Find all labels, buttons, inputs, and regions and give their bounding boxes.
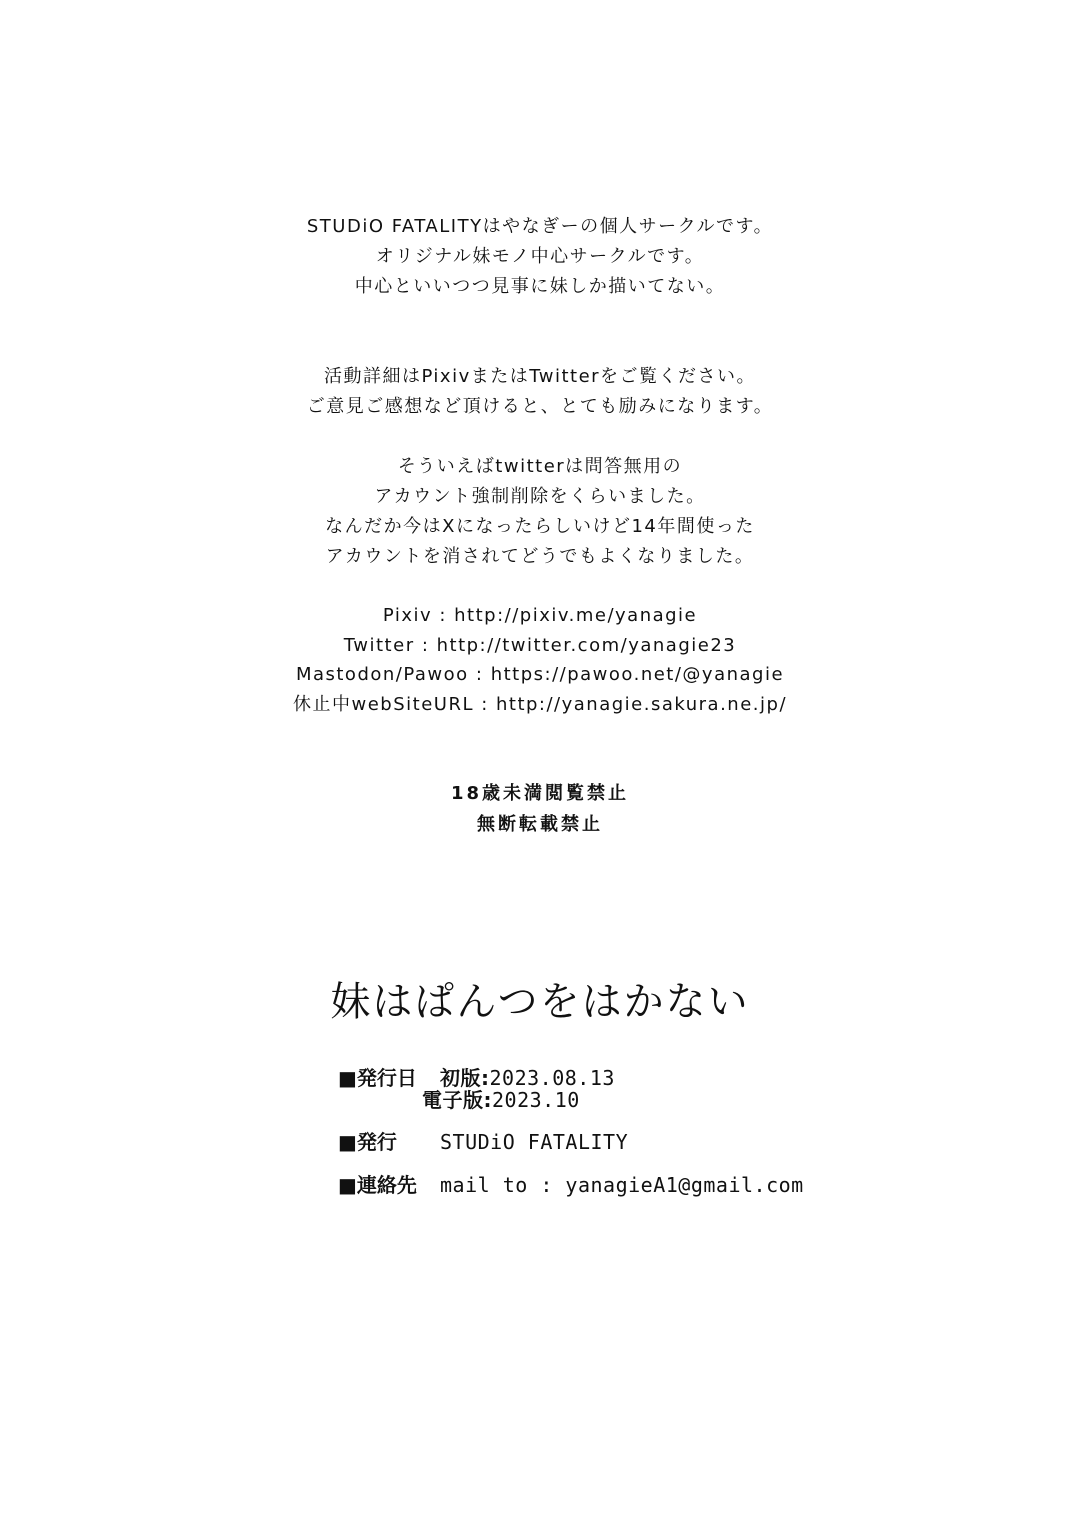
reprint-restriction: 無断転載禁止 xyxy=(477,814,603,835)
twitter-note-line: アカウント強制削除をくらいました。 xyxy=(374,486,706,507)
first-edition-label: 初版: xyxy=(440,1066,490,1090)
intro-line: オリジナル妹モノ中心サークルです。 xyxy=(375,246,705,267)
first-edition-date: 2023.08.13 xyxy=(489,1066,615,1090)
age-restriction: 18歳未満閲覧禁止 xyxy=(450,783,630,804)
activity-line: 活動詳細はPixivまたはTwitterをご覧ください。 xyxy=(323,366,757,387)
links-list xyxy=(0,601,1080,719)
colophon-publisher-row xyxy=(338,1130,1038,1154)
colophon-date-row xyxy=(338,1066,1038,1090)
activity-line: ご意見ご感想など頂けると、とても励みになります。 xyxy=(306,396,774,417)
colophon-contact-row xyxy=(338,1173,1038,1197)
colophon-digital-row xyxy=(338,1088,1038,1112)
activity-note xyxy=(0,362,1080,422)
link-website[interactable]: 休止中webSiteURL : http://yanagie.sakura.ne.jp/ xyxy=(292,693,788,715)
twitter-note xyxy=(0,452,1080,572)
contact-label: ■連絡先 xyxy=(338,1173,417,1197)
link-twitter[interactable]: Twitter : http://twitter.com/yanagie23 xyxy=(343,634,737,656)
book-title: 妹はぱんつをはかない xyxy=(330,979,750,1025)
restrictions xyxy=(0,778,1080,840)
digital-edition-label: 電子版: xyxy=(422,1088,492,1112)
link-pawoo[interactable]: Mastodon/Pawoo : https://pawoo.net/@yanagie xyxy=(295,664,785,685)
twitter-note-line: アカウントを消されてどうでもよくなりました。 xyxy=(325,546,755,567)
publisher-label: ■発行 xyxy=(338,1130,397,1154)
intro-line: 中心といいつつ見事に妹しか描いてない。 xyxy=(354,276,726,297)
first-edition xyxy=(440,1066,615,1090)
colophon xyxy=(338,1066,1038,1197)
digital-edition-date: 2023.10 xyxy=(492,1088,580,1112)
twitter-note-line: そういえばtwitterは問答無用の xyxy=(397,456,683,477)
contact-email[interactable]: mail to : yanagieA1@gmail.com xyxy=(440,1173,804,1197)
publisher-name: STUDiO FATALITY xyxy=(440,1130,629,1154)
twitter-note-line: なんだか今はXになったらしいけど14年間使った xyxy=(325,516,755,537)
digital-edition xyxy=(422,1088,580,1112)
link-pixiv[interactable]: Pixiv : http://pixiv.me/yanagie xyxy=(382,605,698,626)
intro-line: STUDiO FATALITYはやなぎーの個人サークルです。 xyxy=(306,216,774,237)
date-label: ■発行日 xyxy=(338,1066,417,1090)
circle-intro xyxy=(0,212,1080,302)
